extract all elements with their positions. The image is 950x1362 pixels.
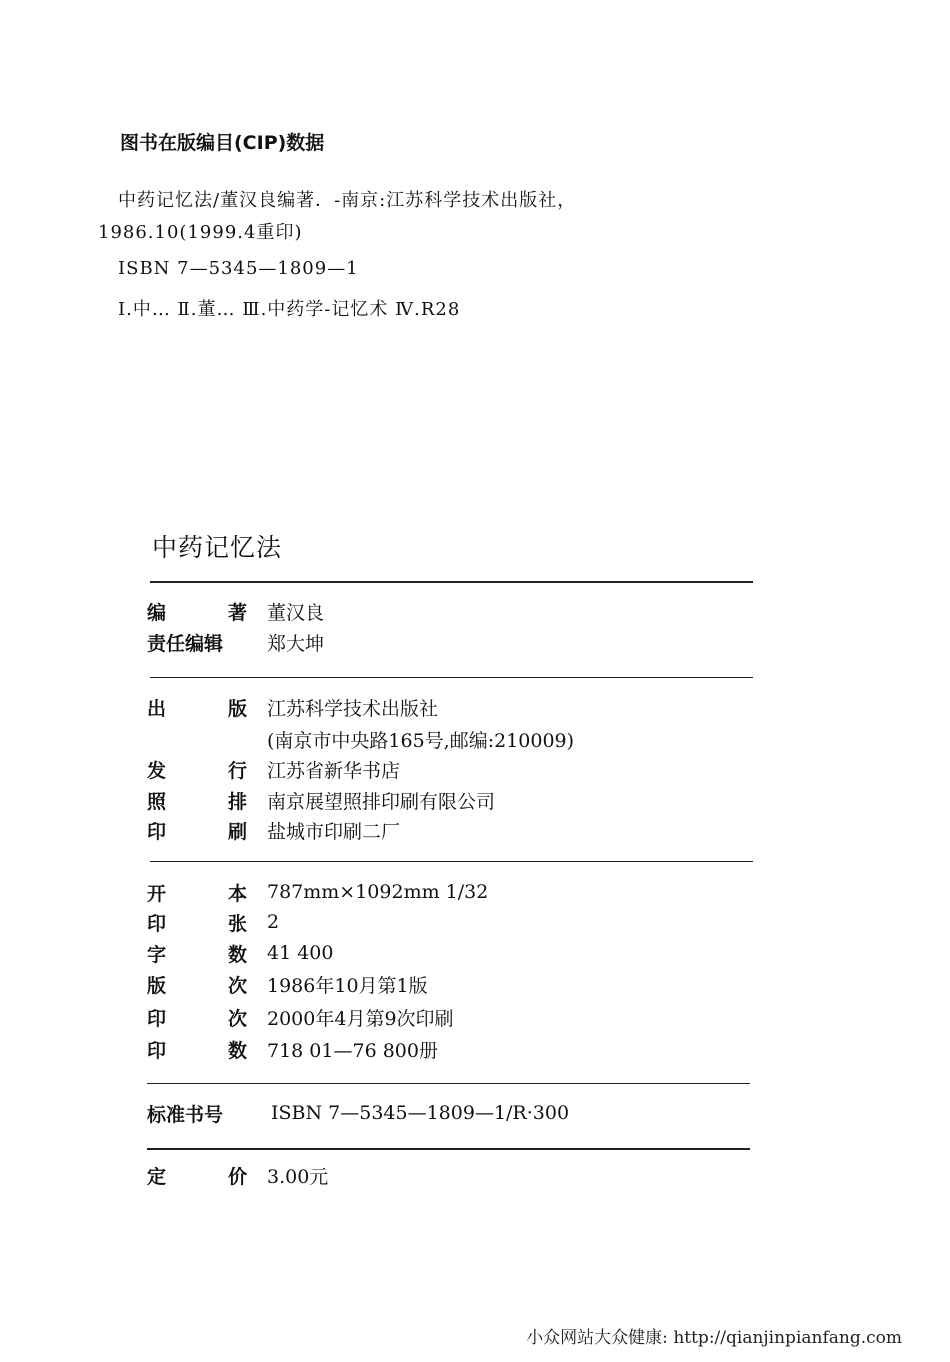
divider-isbn <box>147 1148 750 1150</box>
isbn-row <box>147 1098 569 1128</box>
spec-row-printing <box>147 1002 454 1032</box>
pub-row-address <box>147 724 574 754</box>
spec-row-format <box>147 877 488 907</box>
edition-value: 1986年10月第1版 <box>267 974 428 997</box>
row-label: 印 数 <box>147 1039 247 1062</box>
publisher-value: 江苏科学技术出版社 <box>267 697 439 720</box>
cip-isbn: ISBN 7—5345—1809—1 <box>118 258 359 279</box>
cip-line-1: 中药记忆法/董汉良编著．-南京:江苏科学技术出版社， <box>118 190 577 211</box>
row-label: 开 本 <box>147 882 247 905</box>
pub-row-publisher <box>147 692 438 722</box>
distributor-value: 江苏省新华书店 <box>267 759 401 782</box>
price-row <box>147 1160 328 1190</box>
author-value: 董汉良 <box>267 601 325 624</box>
row-label: 责任编辑 <box>147 632 224 655</box>
row-label: 印 张 <box>147 912 247 935</box>
divider-specs <box>147 1083 750 1084</box>
publisher-address: (南京市中央路165号,邮编:210009) <box>267 729 575 752</box>
pub-row-printer <box>147 815 400 845</box>
price-value: 3.00元 <box>267 1165 329 1188</box>
cip-classification: Ⅰ.中… Ⅱ.董… Ⅲ.中药学-记忆术 Ⅳ.R28 <box>118 299 461 320</box>
credit-row-editor <box>147 627 324 657</box>
printer-value: 盐城市印刷二厂 <box>267 820 401 843</box>
row-label: 照 排 <box>147 790 247 813</box>
row-label: 印 刷 <box>147 820 247 843</box>
row-label: 发 行 <box>147 759 247 782</box>
format-value: 787mm×1092mm 1/32 <box>267 881 489 903</box>
editor-value: 郑大坤 <box>267 632 325 655</box>
word-count-value: 41 400 <box>267 942 334 964</box>
spec-row-word-count <box>147 938 333 968</box>
spec-row-edition <box>147 969 428 999</box>
book-title: 中药记忆法 <box>152 533 283 562</box>
site-footer: 小众网站大众健康: http://qianjinpianfang.com <box>526 1328 902 1348</box>
print-run-value: 718 01—76 800册 <box>267 1039 438 1062</box>
row-label: 定 价 <box>147 1165 247 1188</box>
cip-heading: 图书在版编目(CIP)数据 <box>120 132 325 154</box>
row-label: 出 版 <box>147 697 247 720</box>
divider-publishing <box>150 861 753 862</box>
cip-line-2: 1986.10(1999.4重印) <box>98 222 303 243</box>
row-label: 版 次 <box>147 974 247 997</box>
sheets-value: 2 <box>267 911 280 933</box>
divider-credits <box>150 677 753 678</box>
row-label: 标准书号 <box>147 1103 224 1126</box>
row-label: 编 著 <box>147 601 247 624</box>
divider-top <box>150 581 753 583</box>
isbn-value: ISBN 7—5345—1809—1/R·300 <box>271 1102 570 1124</box>
row-label: 字 数 <box>147 943 247 966</box>
row-label: 印 次 <box>147 1007 247 1030</box>
typesetting-value: 南京展望照排印刷有限公司 <box>267 790 496 813</box>
credit-row-author <box>147 596 324 626</box>
spec-row-sheets <box>147 907 279 937</box>
pub-row-typesetting <box>147 785 495 815</box>
pub-row-distributor <box>147 754 400 784</box>
printing-value: 2000年4月第9次印刷 <box>267 1007 454 1030</box>
spec-row-print-run <box>147 1034 438 1064</box>
